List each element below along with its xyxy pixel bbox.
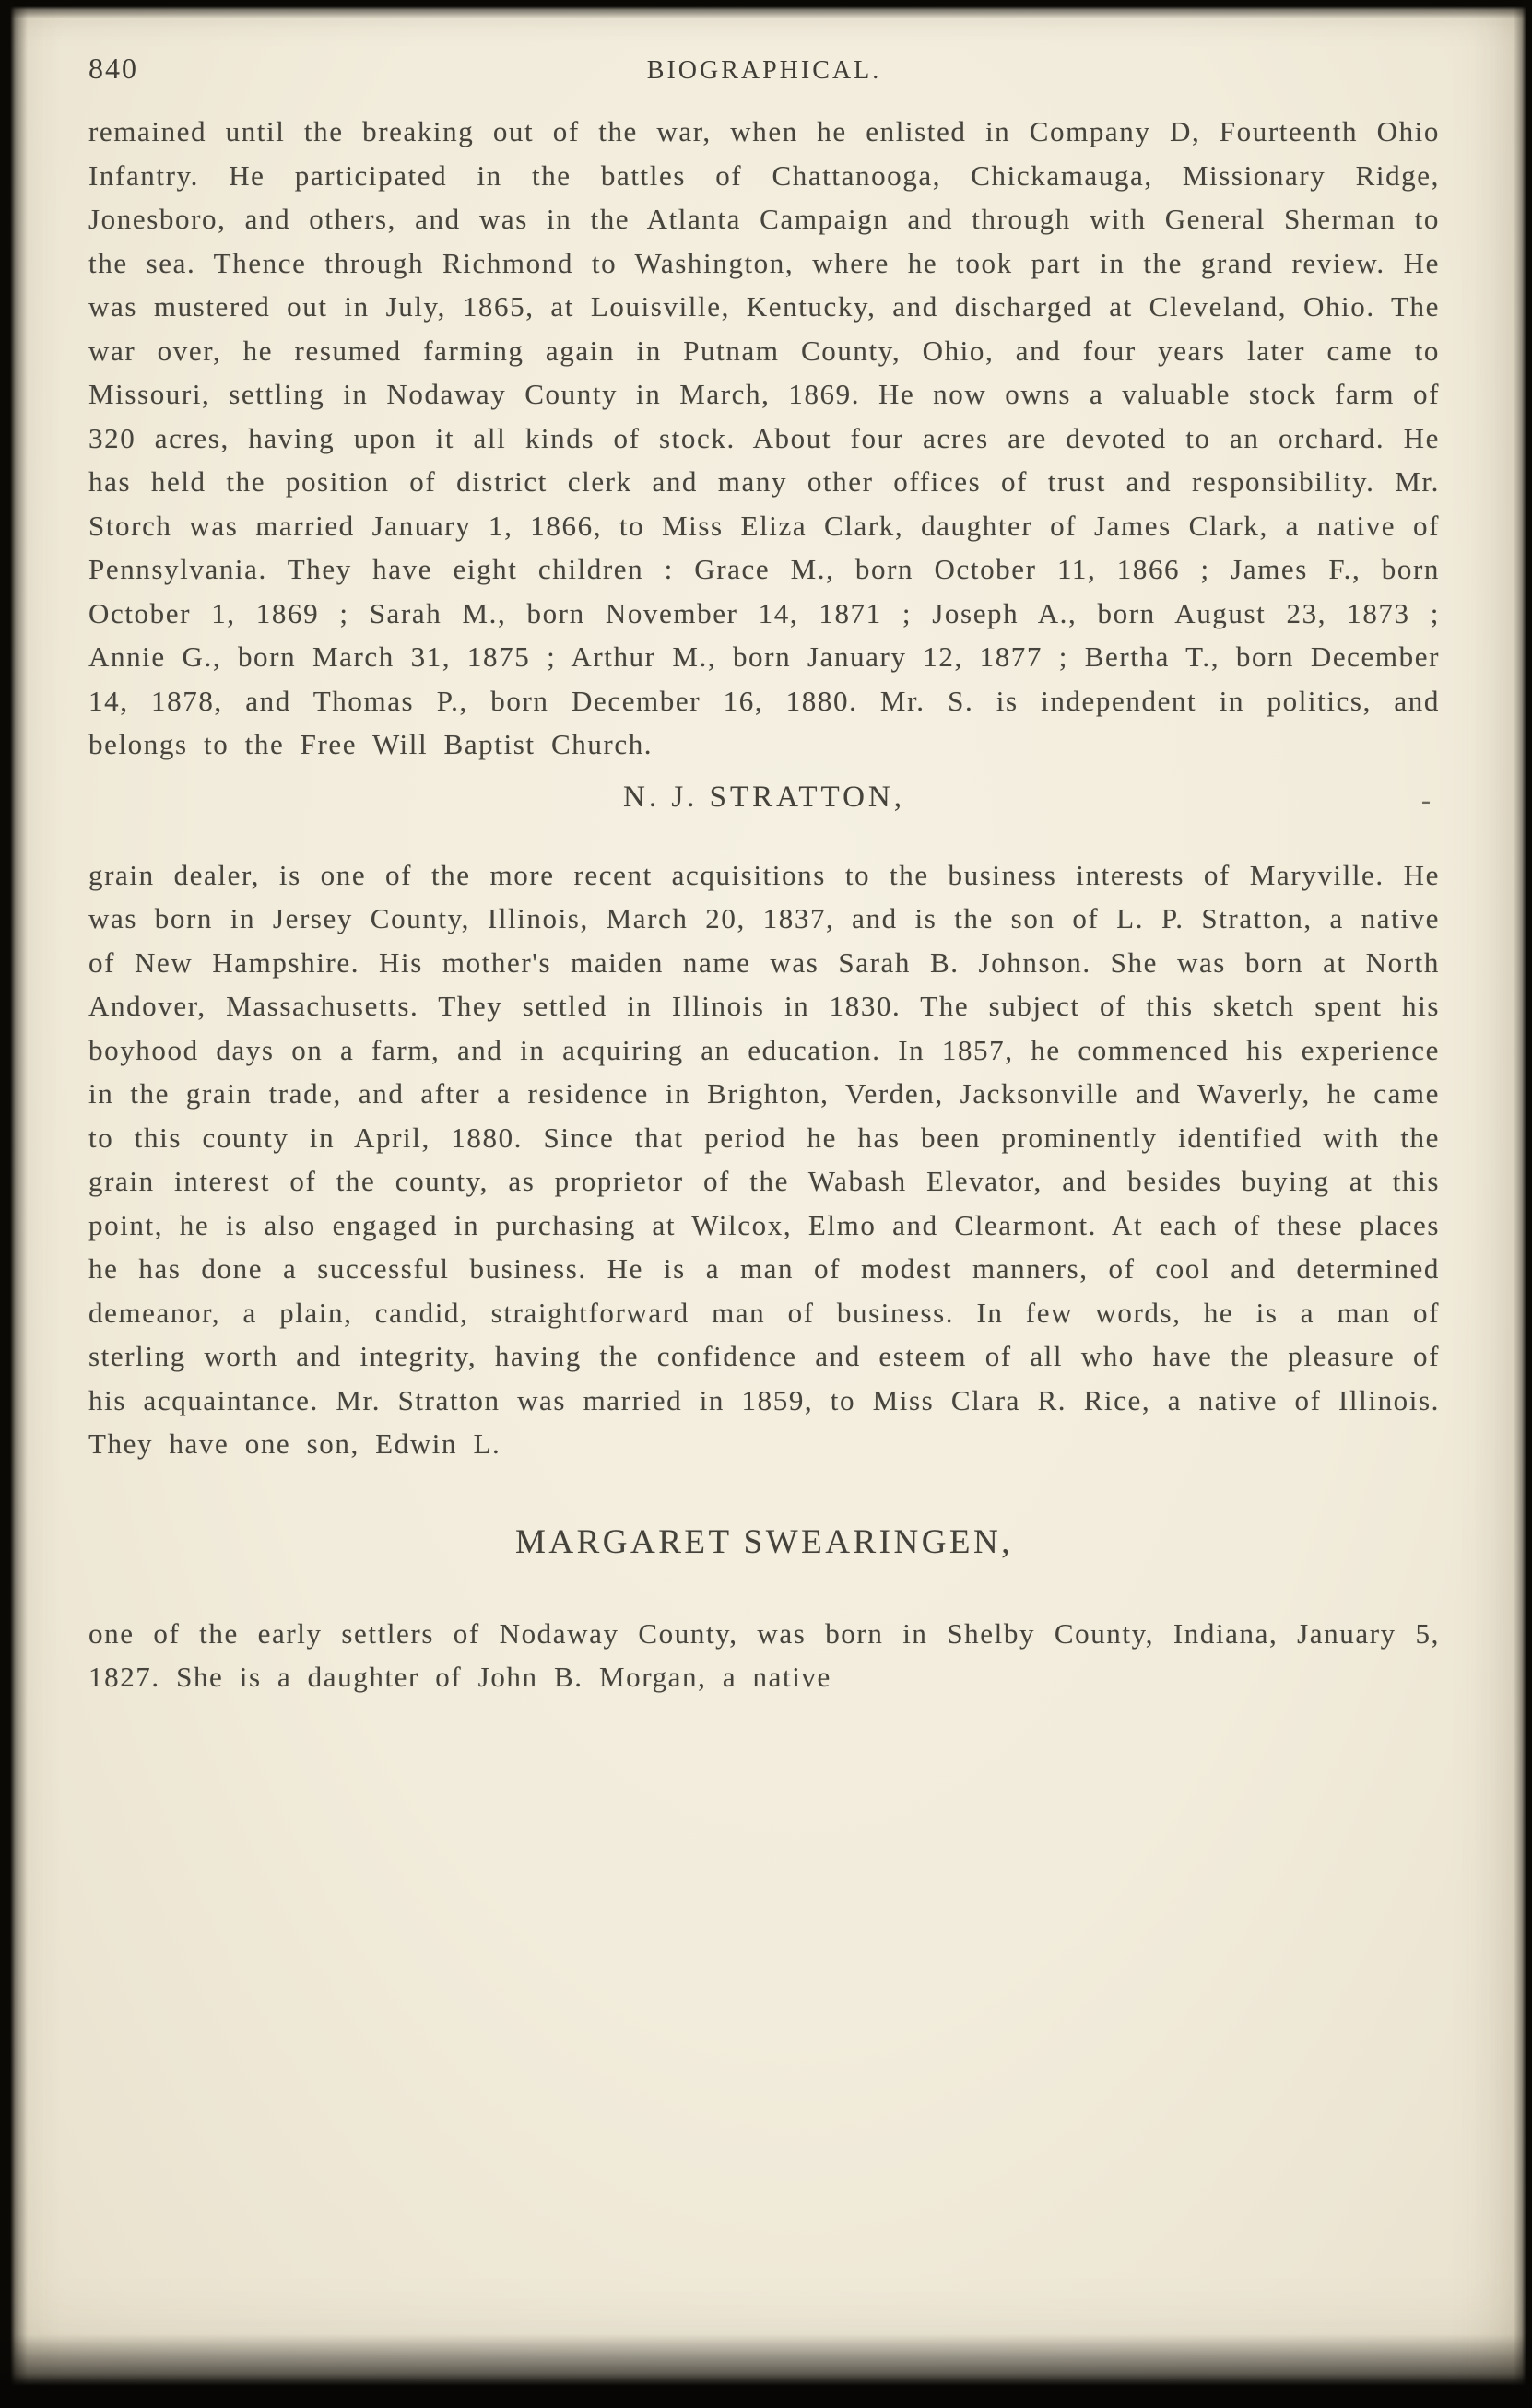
heading-stratton	[88, 776, 1440, 818]
paragraph-stratton: grain dealer, is one of the more recent acquisitions to the business interests of Maryville. He was born in Jersey County, Illinois, March 20, 1837, and is the son of L. P. Stratton, a native of New Hampshire. His mother's maiden name was Sarah B. Johnson. She was born at North Andover, Massachusetts. They settled in Illinois in 1830. The subject of this sketch spent his boyhood days on a farm, and in acquiring an education. In 1857, he commenced his experience in the grain trade, and after a residence in Brighton, Verden, Jacksonville and Waverly, he came to this county in April, 1880. Since that period he has been prominently identified with the grain interest of the county, as proprietor of the Wabash Elevator, and besides buying at this point, he is also engaged in purchasing at Wilcox, Elmo and Clearmont. At each of these places he has done a successful business. He is a man of modest manners, of cool and determined demeanor, a plain, candid, straightforward man of business. In few words, he is a man of sterling worth and integrity, having the confidence and esteem of all who have the pleasure of his acquaintance. Mr. Stratton was married in 1859, to Miss Clara R. Rice, a native of Illinois. They have one son, Edwin L.	[88, 858, 1440, 1460]
running-header	[88, 52, 1440, 86]
page-number: 840	[88, 52, 138, 85]
paragraph-swearingen: one of the early settlers of Nodaway County, was born in Shelby County, Indiana, January 5, 1827. She is a daughter of John B. Morgan, a native	[88, 1616, 1440, 1693]
running-head-title: BIOGRAPHICAL.	[646, 56, 882, 85]
page-body	[88, 0, 1440, 1699]
scan-edge-top	[0, 0, 1532, 18]
heading-swearingen: MARGARET SWEARINGEN,	[514, 1522, 1014, 1561]
scan-edge-left	[0, 0, 28, 2408]
scan-edge-bottom	[0, 2334, 1532, 2408]
scan-edge-right	[1514, 0, 1532, 2408]
paragraph-storch-continuation: remained until the breaking out of the war, when he enlisted in Company D, Fourteenth Ohio Infantry. He participated in the battles of Chattanooga, Chickamauga, Missionary Ridge, Jonesboro, and others, and was in the Atlanta Campaign and through with General Sherman to the sea. Thence through Richmond to Washington, where he took part in the grand review. He was mustered out in July, 1865, at Louisville, Kentucky, and discharged at Cleveland, Ohio. The war over, he resumed farming again in Putnam County, Ohio, and four years later came to Missouri, settling in Nodaway County in March, 1869. He now owns a valuable stock farm of 320 acres, having upon it all kinds of stock. About four acres are devoted to an orchard. He has held the position of district clerk and many other offices of trust and responsibility. Mr. Storch was married January 1, 1866, to Miss Eliza Clark, daughter of James Clark, a native of Pennsylvania. They have eight children : Grace M., born October 11, 1866 ; James F., born October 1, 1869 ; Sarah M., born November 14, 1871 ; Joseph A., born August 23, 1873 ; Annie G., born March 31, 1875 ; Arthur M., born January 12, 1877 ; Bertha T., born December 14, 1878, and Thomas P., born December 16, 1880. Mr. S. is independent in politics, and belongs to the Free Will Baptist Church.	[88, 115, 1440, 760]
print-artifact-dash: -	[1421, 784, 1434, 816]
heading-stratton-text: N. J. STRATTON,	[622, 780, 905, 814]
